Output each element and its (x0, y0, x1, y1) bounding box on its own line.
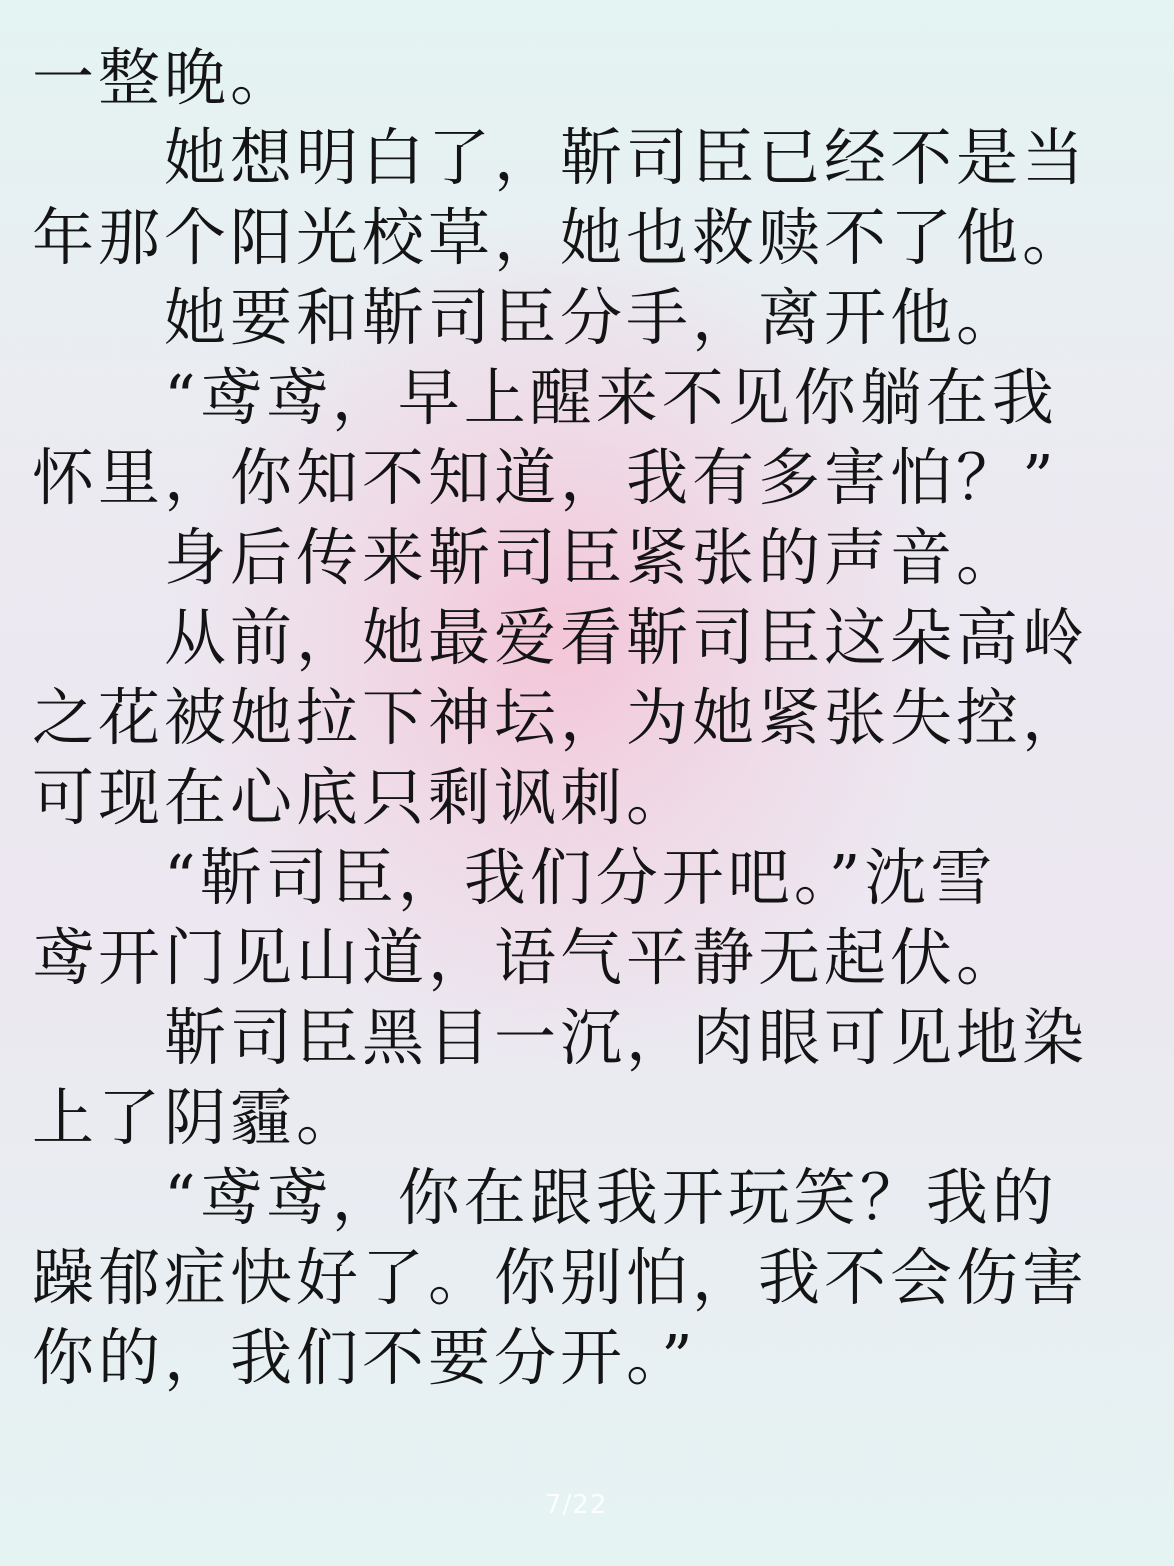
text-line: 之花被她拉下神坛，为她紧张失控， (32, 681, 1089, 754)
text-line: 你的，我们不要分开。” (32, 1321, 697, 1394)
text-line: 怀里，你知不知道，我有多害怕？” (32, 441, 1058, 514)
text-line: 身后传来靳司臣紧张的声音。 (164, 521, 1023, 594)
text-line: 从前，她最爱看靳司臣这朵高岭 (164, 601, 1089, 674)
text-line: 她要和靳司臣分手，离开他。 (164, 281, 1023, 354)
text-line: “鸢鸢，早上醒来不见你躺在我 (164, 361, 1058, 434)
text-line: 靳司臣黑目一沉，肉眼可见地染 (164, 1001, 1089, 1074)
text-line: 她想明白了，靳司臣已经不是当 (164, 121, 1089, 194)
page-indicator: 7/22 (545, 1490, 608, 1520)
text-line: “靳司臣，我们分开吧。”沈雪 (164, 841, 997, 914)
text-line: 一整晚。 (32, 41, 297, 114)
text-line: 上了阴霾。 (32, 1081, 363, 1154)
text-line: 可现在心底只剩讽刺。 (32, 761, 693, 834)
text-line: 年那个阳光校草，她也救赎不了他。 (32, 201, 1089, 274)
text-line: 躁郁症快好了。你别怕，我不会伤害 (32, 1241, 1089, 1314)
text-line: “鸢鸢，你在跟我开玩笑？我的 (164, 1161, 1058, 1234)
text-line: 鸢开门见山道，语气平静无起伏。 (32, 921, 1023, 994)
